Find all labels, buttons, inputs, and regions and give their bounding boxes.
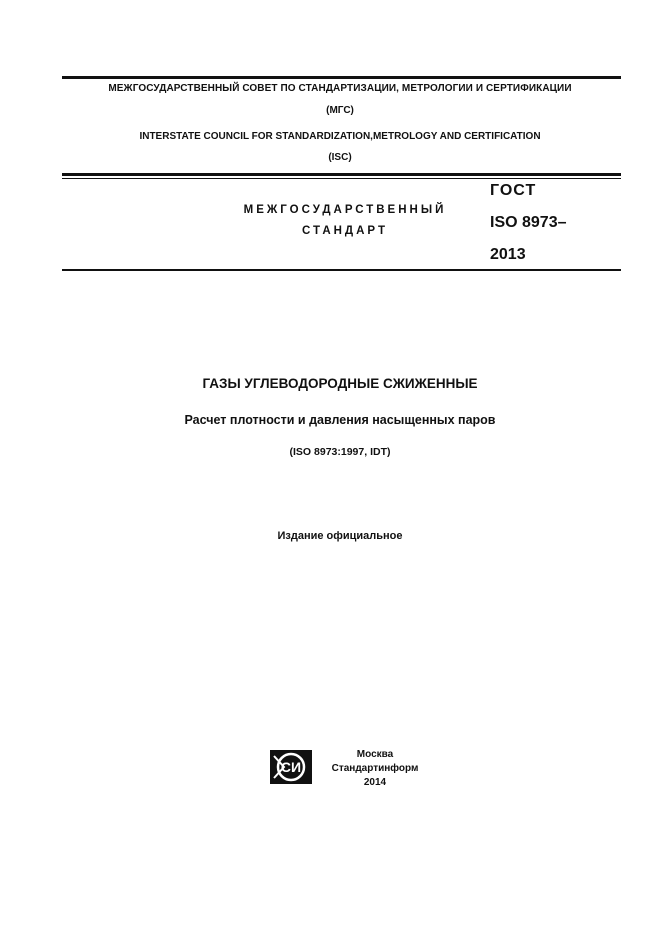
council-name-ru: МЕЖГОСУДАРСТВЕННЫЙ СОВЕТ ПО СТАНДАРТИЗАЦИИ, МЕТРОЛОГИИ И СЕРТИФИКАЦИИ <box>108 83 572 94</box>
standard-number: ISO 8973– <box>490 214 567 231</box>
designation-bottom-rule <box>62 269 621 271</box>
standard-designation <box>490 175 567 271</box>
iso-reference: (ISO 8973:1997, IDT) <box>289 446 391 458</box>
publisher-logo <box>270 750 312 784</box>
edition-note: Издание официальное <box>277 530 403 542</box>
council-name-en: INTERSTATE COUNCIL FOR STANDARDIZATION,METROLOGY AND CERTIFICATION <box>139 131 541 142</box>
publisher-info <box>320 748 430 790</box>
publisher-city: Москва <box>356 749 394 760</box>
council-abbr-ru: (МГС) <box>326 105 354 116</box>
publisher-logo-icon <box>270 750 312 784</box>
standard-type-line1: МЕЖГОСУДАРСТВЕННЫЙ <box>243 204 447 216</box>
document-title: ГАЗЫ УГЛЕВОДОРОДНЫЕ СЖИЖЕННЫЕ <box>202 376 478 391</box>
top-rule <box>62 76 621 79</box>
publisher-logo-text: СИ <box>280 759 302 775</box>
standard-year: 2013 <box>490 246 526 263</box>
standard-type-line2: СТАНДАРТ <box>302 225 388 237</box>
standard-type <box>230 200 460 242</box>
document-subtitle: Расчет плотности и давления насыщенных паров <box>184 413 496 427</box>
publisher-year: 2014 <box>363 777 387 788</box>
council-abbr-en: (ISC) <box>328 152 352 163</box>
gost-label: ГОСТ <box>490 182 537 199</box>
publisher-name: Стандартинформ <box>331 763 419 774</box>
